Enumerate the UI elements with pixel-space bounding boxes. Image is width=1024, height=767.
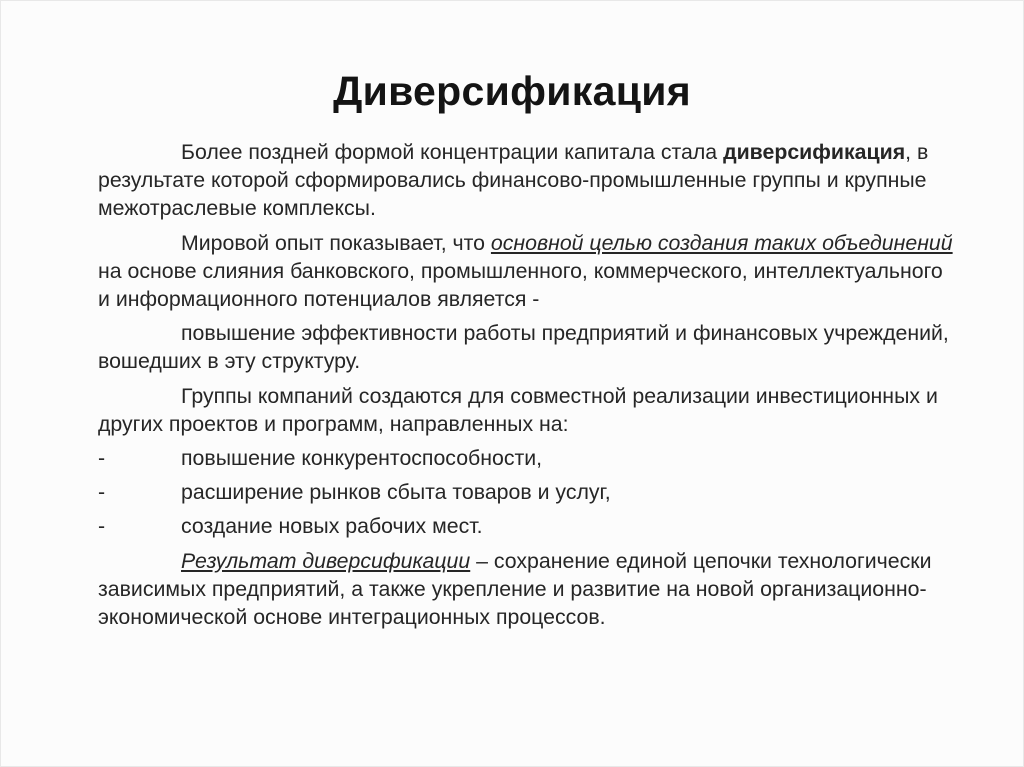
paragraph-5 xyxy=(98,547,958,632)
list-item xyxy=(98,444,958,472)
list-item-text: расширение рынков сбыта товаров и услуг, xyxy=(181,480,611,505)
paragraph-1-text-start: Более поздней формой концентрации капитала стала xyxy=(181,140,724,164)
paragraph-5-text-end: – сохранение единой цепочки технологически зависимых предприятий, а также укрепление и развитие на новой организационно-экономической основе интеграционных процессов. xyxy=(98,548,932,630)
paragraph-1-text-end: , в результате которой сформировались финансово-промышленные группы и крупные межотраслевые комплексы. xyxy=(98,140,929,221)
list-item-text: создание новых рабочих мест. xyxy=(181,514,483,539)
paragraph-3 xyxy=(98,319,958,375)
paragraph-3-text: повышение эффективности работы предприятий и финансовых учреждений, вошедших в эту структуру. xyxy=(98,321,949,374)
paragraph-2 xyxy=(98,229,958,314)
list-dash: - xyxy=(98,446,106,471)
list-item-text: повышение конкурентоспособности, xyxy=(181,446,543,471)
main-goal-phrase: основной целью создания таких объединений xyxy=(490,230,953,255)
paragraph-4-text: Группы компаний создаются для совместной реализации инвестиционных и других проектов и программ, направленных на: xyxy=(98,383,938,436)
paragraph-2-text-start: Мировой опыт показывает, что xyxy=(181,230,491,255)
list-item xyxy=(98,478,958,506)
list-dash: - xyxy=(98,480,106,505)
paragraph-4 xyxy=(98,382,958,438)
diversification-term: диверсификация xyxy=(723,140,906,164)
slide-body xyxy=(98,138,958,637)
slide-title: Диверсификация xyxy=(333,68,691,114)
paragraph-2-text-end: на основе слияния банковского, промышленного, коммерческого, интеллектуального и информационного потенциалов является - xyxy=(98,258,943,312)
result-phrase: Результат диверсификации xyxy=(181,548,471,573)
list-item xyxy=(98,512,958,540)
list-dash: - xyxy=(98,514,106,539)
paragraph-1 xyxy=(98,138,958,223)
